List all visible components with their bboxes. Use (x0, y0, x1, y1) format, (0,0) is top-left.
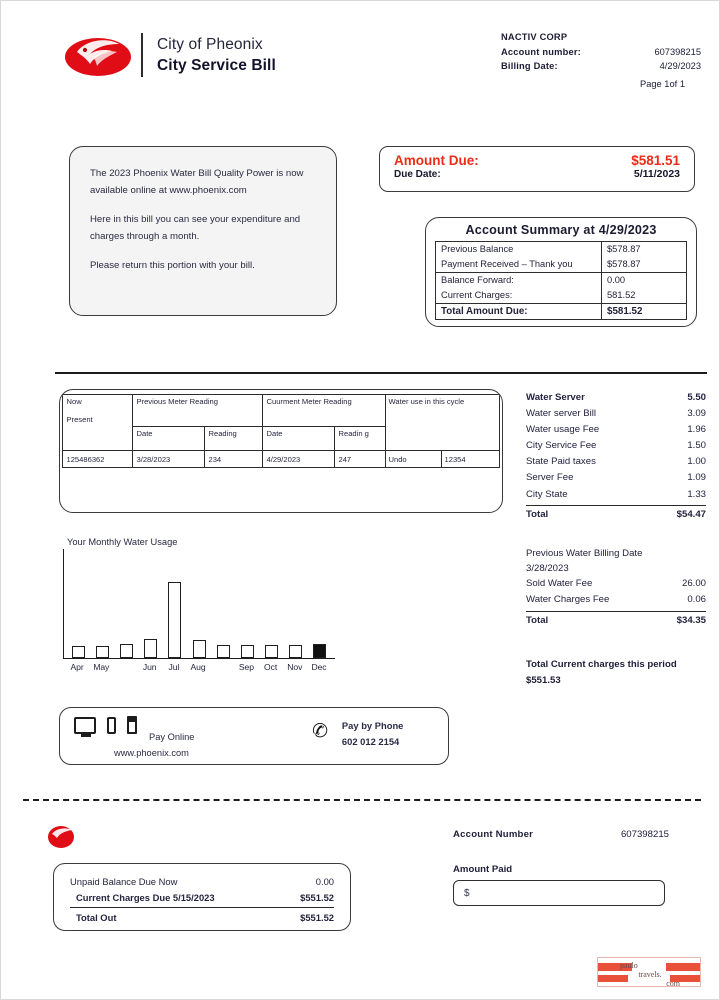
subheader-prev-reading: Reading (205, 427, 263, 451)
charge-name: City Service Fee (526, 440, 597, 452)
pay-online-group[interactable] (74, 716, 194, 745)
message-paragraph-3: Please return this portion with your bill. (90, 260, 255, 271)
summary-value: 0.00 (602, 273, 687, 289)
message-panel (69, 146, 337, 316)
summary-value: $578.87 (602, 242, 687, 258)
bill-header (61, 31, 276, 79)
chart-x-label: Jul (168, 662, 180, 672)
chart-x-label: May (93, 662, 110, 672)
chart-x-label: Sep (238, 662, 254, 672)
stub-row-label: Unpaid Balance Due Now (70, 876, 178, 887)
period-total-block (526, 657, 716, 689)
chart-x-axis-labels (65, 662, 331, 672)
chart-x-label (210, 662, 234, 672)
subheader-curr-reading: Readin g (335, 427, 385, 451)
meter-reading-table (62, 394, 499, 468)
chart-x-label: Dec (311, 662, 327, 672)
charge-amount: 26.00 (681, 578, 706, 589)
charge-name: State Paid taxes (526, 456, 596, 468)
corp-name: NACTIV CORP (501, 32, 568, 42)
table-row (436, 288, 687, 304)
section-divider (55, 372, 707, 374)
header-water-use: Water use in this cycle (385, 395, 499, 451)
stub-divider (70, 907, 334, 908)
summary-total-label: Total Amount Due: (436, 304, 602, 320)
list-item (70, 874, 334, 890)
watermark-line-3: com (666, 979, 680, 987)
billing-date-row (501, 59, 701, 73)
brand-line-city: City of Pheonix (157, 35, 263, 53)
charges-secondary-list (526, 546, 706, 629)
phoenix-bird-logo-small-icon (45, 824, 79, 852)
cell-prev-reading: 234 (205, 451, 263, 468)
amount-paid-input[interactable] (453, 880, 665, 906)
account-summary-table (435, 241, 687, 320)
header-previous-meter-reading: Previous Meter Reading (133, 395, 263, 427)
stub-total-row (70, 910, 334, 926)
chart-bar-slot (308, 550, 332, 658)
monthly-usage-chart (61, 537, 341, 687)
pay-online-url[interactable]: www.phoenix.com (114, 748, 189, 758)
subheader-prev-date: Date (133, 427, 205, 451)
subheader-curr-date: Date (263, 427, 335, 451)
charges-total-amount: $34.35 (676, 614, 706, 626)
cell-prev-date: 3/28/2023 (133, 451, 205, 468)
charges-secondary-total (526, 611, 706, 629)
charge-amount: 1.33 (687, 488, 706, 500)
charge-name: Sold Water Fee (526, 578, 593, 589)
charges-total-label: Total (526, 508, 549, 520)
meter-reading-box (59, 389, 503, 513)
period-total-value: $551.53 (526, 675, 561, 686)
watermark-text (598, 958, 701, 987)
chart-bar (72, 646, 85, 658)
charge-name: City State (526, 488, 568, 500)
list-item (526, 438, 706, 454)
stub-total-value: $551.52 (300, 912, 334, 923)
chart-bar-slot (163, 550, 187, 658)
chart-bar-slot (114, 550, 138, 658)
summary-label: Current Charges: (436, 288, 602, 304)
list-item (526, 390, 706, 406)
charge-amount: 1.96 (687, 424, 706, 436)
list-item (526, 487, 706, 503)
telephone-handset-icon: ✆ (310, 719, 330, 744)
charge-name: Server Fee (526, 472, 574, 484)
prev-billing-date-line2: 3/28/2023 (526, 563, 569, 574)
account-number-row (501, 45, 701, 59)
chart-x-label: Jun (142, 662, 157, 672)
chart-bars (66, 550, 332, 658)
summary-total-value: $581.52 (602, 304, 687, 320)
chart-bar (241, 645, 254, 658)
chart-bar (120, 644, 133, 658)
chart-bar-slot (187, 550, 211, 658)
chart-bar-slot (66, 550, 90, 658)
table-header-row (63, 395, 499, 427)
device-icons (74, 716, 137, 734)
charge-amount: 1.00 (687, 456, 706, 468)
charge-name: Water Server (526, 392, 585, 403)
summary-label: Previous Balance (436, 242, 602, 258)
due-date-row (394, 168, 680, 180)
charges-total-label: Total (526, 614, 549, 626)
pay-phone-block (342, 718, 403, 749)
list-item (70, 890, 334, 906)
amount-due-box (379, 146, 695, 192)
stub-account-number-value: 607398215 (620, 829, 669, 840)
stub-account-number-label: Account Number (453, 829, 534, 840)
summary-label: Payment Received – Thank you (436, 257, 602, 273)
charges-primary-list (526, 390, 706, 523)
watermark-badge (597, 957, 701, 987)
chart-x-label (113, 662, 137, 672)
header-current-meter-reading: Cuurment Meter Reading (263, 395, 385, 427)
watermark-line-1: paulo (620, 961, 638, 970)
summary-value: $578.87 (602, 257, 687, 273)
prev-billing-date-line1: Previous Water Billing Date (526, 548, 643, 559)
pay-phone-label: Pay by Phone (341, 720, 404, 731)
watermark-line-2: travels. (638, 970, 662, 979)
pay-online-label: Pay Online (149, 732, 195, 742)
table-row-total (436, 304, 687, 320)
table-row (436, 257, 687, 273)
phoenix-bird-logo-icon (61, 31, 135, 79)
stub-row-value: 0.00 (315, 876, 334, 887)
list-item (526, 576, 706, 592)
cell-usage-label: Undo (385, 451, 441, 468)
pay-by-phone-group (312, 718, 403, 749)
header-divider (141, 33, 143, 77)
charge-amount: 3.09 (687, 408, 706, 420)
chart-bar-slot (260, 550, 284, 658)
chart-bar-slot (284, 550, 308, 658)
chart-bar (144, 639, 157, 658)
brand-text (157, 35, 276, 76)
table-row (63, 451, 499, 468)
stub-account-number-row (453, 829, 669, 840)
account-summary-box (425, 217, 697, 327)
account-info-block (501, 32, 701, 91)
chart-bar-slot (90, 550, 114, 658)
chart-bar (313, 644, 326, 658)
account-summary-title: Account Summary at 4/29/2023 (465, 223, 657, 237)
account-number-value: 607398215 (654, 47, 701, 57)
table-row (436, 273, 687, 289)
amount-due-value: $581.51 (631, 153, 680, 168)
account-number-label: Account number: (501, 47, 581, 57)
summary-value: 581.52 (602, 288, 687, 304)
chart-bar (168, 582, 181, 658)
chart-title: Your Monthly Water Usage (67, 537, 178, 547)
charge-amount: 1.09 (687, 472, 706, 484)
tear-off-separator (23, 799, 701, 801)
due-date-value: 5/11/2023 (633, 168, 680, 180)
mobile-phone-icon (107, 717, 116, 734)
charge-name: Water Charges Fee (526, 594, 610, 606)
brand-line-title: City Service Bill (157, 56, 276, 74)
chart-bar-slot (139, 550, 163, 658)
cell-curr-date: 4/29/2023 (263, 451, 335, 468)
billing-date-label: Billing Date: (501, 61, 558, 71)
charge-amount: 1.50 (687, 440, 706, 452)
stub-row-label: Current Charges Due 5/15/2023 (76, 891, 215, 903)
list-item (526, 406, 706, 422)
list-item (526, 592, 706, 608)
period-total-label: Total Current charges this period (526, 659, 677, 670)
tablet-icon (127, 716, 137, 734)
chart-x-label: Apr (70, 662, 84, 672)
stub-summary-box (53, 863, 351, 931)
list-item (526, 454, 706, 470)
chart-bar (289, 645, 302, 658)
chart-bar (217, 645, 230, 658)
charges-total-amount: $54.47 (676, 508, 706, 520)
page-indicator: Page 1of 1 (640, 79, 685, 89)
pay-phone-number: 602 012 2154 (341, 735, 400, 747)
cell-now-present: 125486362 (63, 451, 133, 468)
stub-row-value: $551.52 (300, 891, 334, 903)
message-paragraph-1: The 2023 Phoenix Water Bill Quality Power is now available online at www.phoenix.com (90, 168, 304, 196)
charge-amount: 5.50 (687, 392, 706, 403)
chart-x-label: Oct (264, 662, 278, 672)
chart-x-label: Aug (190, 662, 206, 672)
charge-name: Water server Bill (526, 408, 597, 420)
cell-usage-value: 12354 (441, 451, 499, 468)
header-now-present: Now Present (63, 395, 133, 451)
chart-bar-slot (211, 550, 235, 658)
summary-label: Balance Forward: (436, 273, 602, 289)
chart-bar (193, 640, 206, 658)
payment-methods-box (59, 707, 449, 765)
due-date-label: Due Date: (394, 169, 441, 180)
charge-amount: 0.06 (687, 594, 706, 606)
charges-primary-total (526, 505, 706, 523)
chart-x-label: Nov (287, 662, 303, 672)
stub-payment-fields (453, 829, 669, 906)
cell-curr-reading: 247 (335, 451, 385, 468)
list-item (526, 422, 706, 438)
chart-plot-area (63, 549, 335, 659)
chart-bar (265, 645, 278, 658)
billing-date-value: 4/29/2023 (659, 61, 701, 71)
amount-due-label: Amount Due: (394, 153, 479, 168)
amount-due-row (394, 153, 680, 168)
amount-paid-label: Amount Paid (453, 864, 513, 875)
chart-bar-slot (235, 550, 259, 658)
monitor-icon (74, 717, 96, 734)
message-paragraph-2: Here in this bill you can see your expenditure and charges through a month. (90, 214, 301, 242)
stub-total-label: Total Out (76, 912, 117, 923)
chart-bar (96, 646, 109, 658)
table-row (436, 242, 687, 258)
list-item (526, 470, 706, 486)
charge-name: Water usage Fee (526, 424, 600, 436)
